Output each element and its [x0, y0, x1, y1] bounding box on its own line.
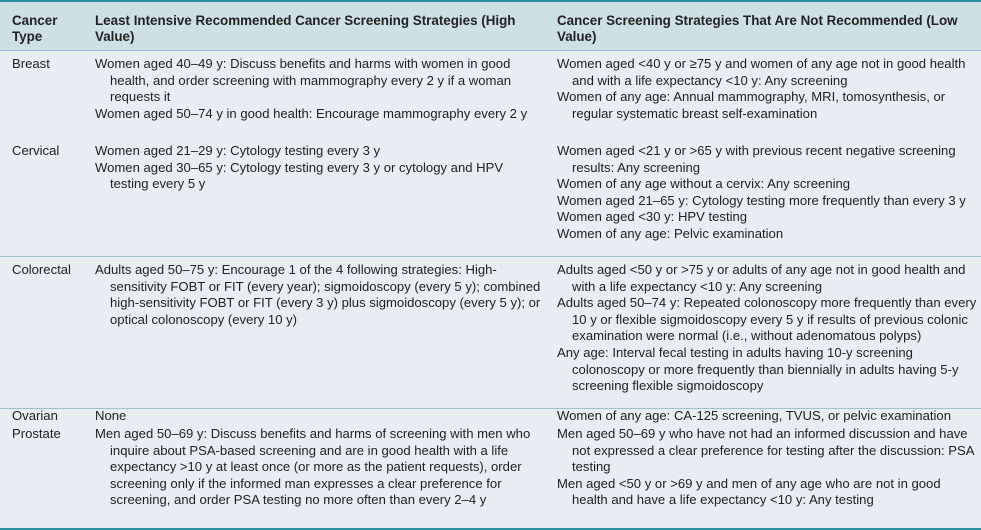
recommended-item: Women aged 21–29 y: Cytology testing every 3 y: [95, 143, 381, 158]
not-recommended-item: Any age: Interval fecal testing in adults having 10-y screening colonoscopy or more frequently than biennially in adults having 5-y screening flexible sigmoidoscopy: [557, 344, 959, 394]
not-recommended-item: Women aged <30 y: HPV testing: [557, 209, 748, 225]
recommended-item: Women aged 40–49 y: Discuss benefits and harms with women in good health, and order screening with mammography every 2 y if a woman requests it: [95, 56, 512, 105]
recommended-item: None: [95, 408, 127, 423]
recommended-cell: [95, 56, 545, 122]
cancer-type: Colorectal: [12, 262, 71, 277]
header-low-value: Cancer Screening Strategies That Are Not Recommended (Low Value): [557, 13, 958, 44]
recommended-item: Adults aged 50–75 y: Encourage 1 of the 4 following strategies: High-sensitivity FOBT or FIT (every year); sigmoidoscopy (every 5 y); combined high-sensitivity FOBT or FIT (every 3 y) plus sigmoidoscopy (every 5 y); or optical colonoscopy (every 10 y): [95, 262, 541, 327]
not-recommended-cell: [557, 426, 977, 509]
not-recommended-cell: [557, 262, 977, 395]
not-recommended-item: Women aged 21–65 y: Cytology testing more frequently than every 3 y: [557, 192, 966, 208]
table-header: [0, 2, 981, 51]
cancer-type: Prostate: [12, 426, 61, 441]
table-row-breast: [0, 50, 981, 137]
cancer-type: Ovarian: [12, 408, 58, 423]
table-row-colorectal: [0, 256, 981, 409]
recommended-cell: [95, 262, 545, 328]
not-recommended-item: Women of any age without a cervix: Any screening: [557, 176, 851, 192]
recommended-item: Women aged 30–65 y: Cytology testing every 3 y or cytology and HPV testing every 5 y: [95, 159, 504, 192]
not-recommended-item: Women of any age: Annual mammography, MRI, tomosynthesis, or regular systematic breast self-examination: [557, 89, 946, 121]
not-recommended-cell: [557, 56, 977, 122]
not-recommended-item: Adults aged 50–74 y: Repeated colonoscopy more frequently than every 10 y or flexible sigmoidoscopy every 5 y if results of previous colonic examination were normal (i.e., without adenomatous polyps): [557, 295, 977, 344]
header-high-value: Least Intensive Recommended Cancer Screening Strategies (High Value): [95, 13, 516, 44]
table-row-prostate: [0, 420, 981, 528]
not-recommended-item: Men aged 50–69 y who have not had an informed discussion and have not expressed a clear preference for testing after the discussion: PSA testing: [557, 426, 974, 475]
not-recommended-item: Women aged <21 y or >65 y with previous recent negative screening results: Any screening: [557, 143, 956, 175]
header-cancer-type: Cancer Type: [12, 13, 58, 44]
recommended-item: Women aged 50–74 y in good health: Encourage mammography every 2 y: [95, 105, 528, 121]
recommended-item: Men aged 50–69 y: Discuss benefits and harms of screening with men who inquire about PSA-based screening and are in good health with a life expectancy >10 y at least once (or more as the patient requests), order screening only if the informed man expresses a clear preference for screening, and order PSA testing no more often than every 2–4 y: [95, 426, 531, 508]
not-recommended-cell: [557, 143, 977, 243]
cancer-type: Cervical: [12, 143, 60, 158]
recommended-cell: [95, 143, 545, 193]
not-recommended-item: Women of any age: CA-125 screening, TVUS, or pelvic examination: [557, 408, 951, 423]
not-recommended-item: Men aged <50 y or >69 y and men of any age who are not in good health and have a life expectancy <10 y: Any testing: [557, 475, 941, 508]
not-recommended-item: Women aged <40 y or ≥75 y and women of any age not in good health and with a life expectancy <10 y: Any screening: [557, 56, 966, 88]
not-recommended-item: Adults aged <50 y or >75 y or adults of any age not in good health and with a life expectancy <10 y: Any screening: [557, 262, 966, 294]
table-row-cervical: [0, 137, 981, 257]
not-recommended-item: Women of any age: Pelvic examination: [557, 225, 784, 241]
cancer-type: Breast: [12, 56, 50, 71]
recommended-cell: [95, 426, 545, 509]
